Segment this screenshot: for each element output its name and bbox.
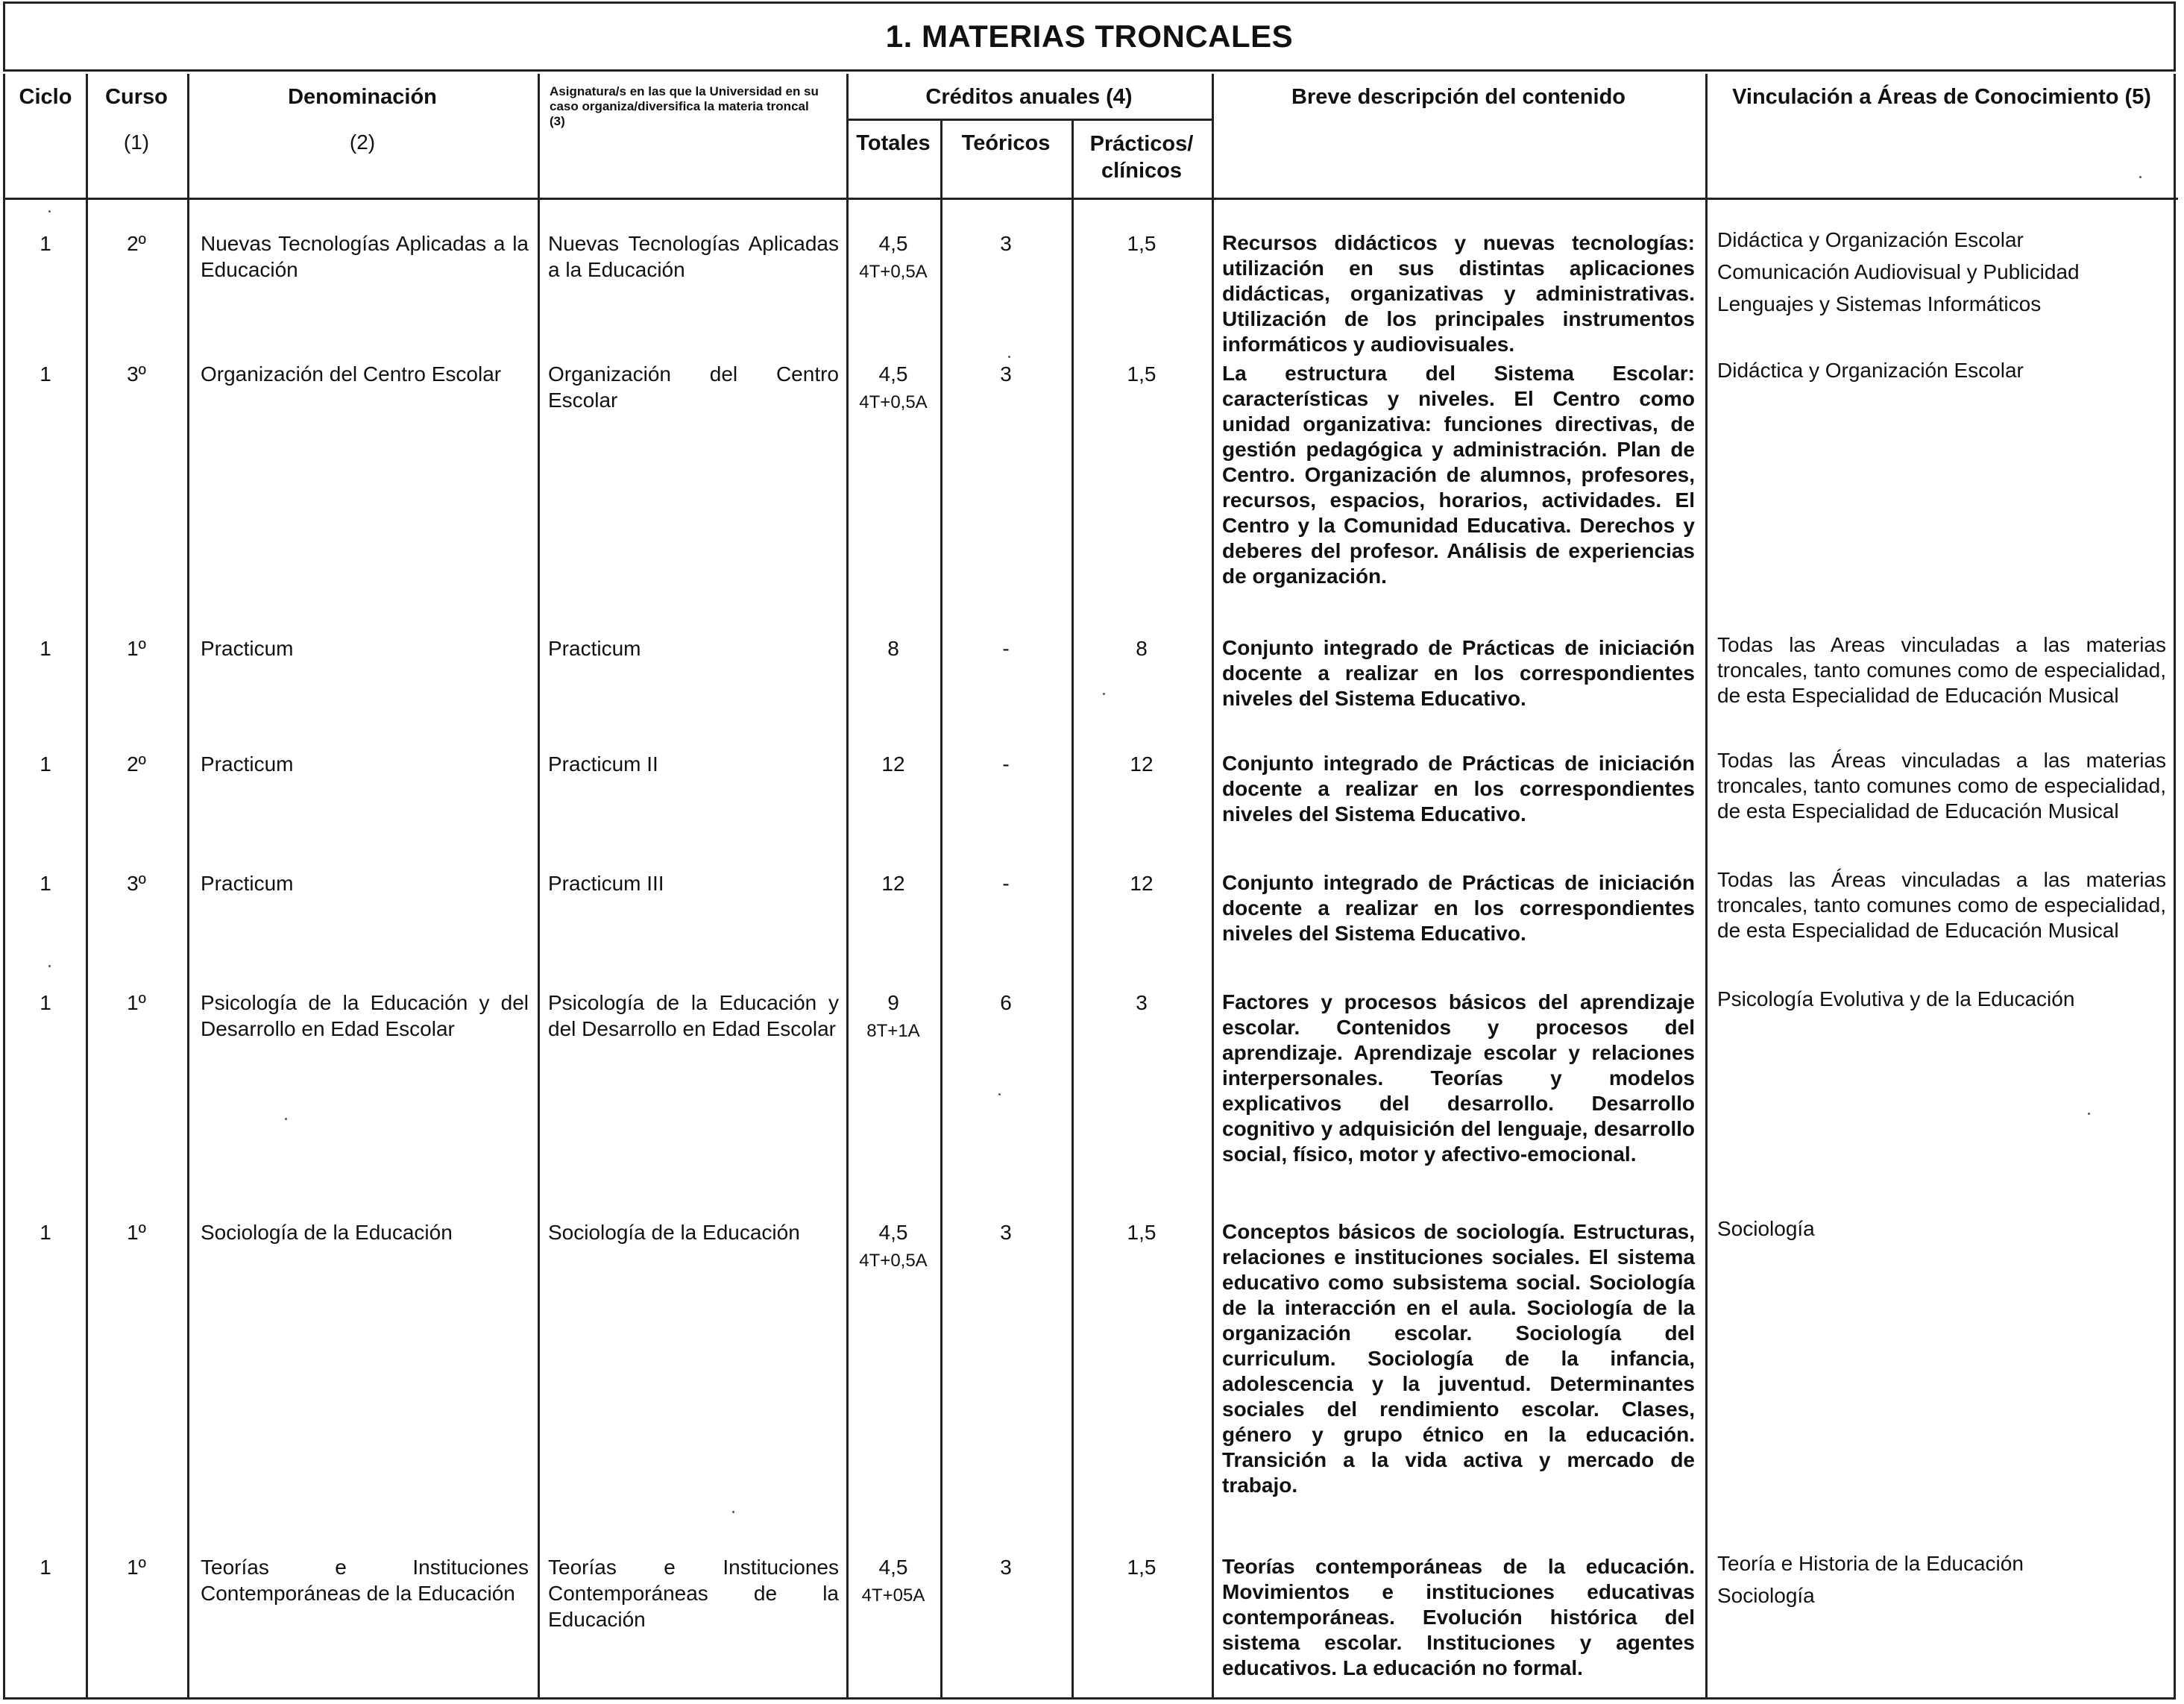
- cell-vinculacion: [1717, 1216, 2166, 1242]
- cell-descripcion: Recursos didácticos y nuevas tecnologías: utilización en sus distintas aplicaciones didácticas, organizativas y administrativas. Utilización de los principales instrumentos informáticos y audiovisuales.: [1222, 231, 1695, 356]
- cell-ciclo: 1: [40, 1221, 51, 1244]
- cell-vinculacion: [1717, 987, 2166, 1012]
- header-ciclo: Ciclo: [19, 85, 72, 109]
- cell-vinculacion: [1717, 358, 2166, 383]
- vinculacion-area: Sociología: [1717, 1217, 1815, 1240]
- cell-totales-detail: 4T+0,5A: [859, 1251, 928, 1271]
- cell-asignatura: Teorías e Instituciones Contemporáneas de la Educación: [548, 1556, 839, 1631]
- cell-descripcion: Teorías contemporáneas de la educación. Movimientos e instituciones educativas contemporáneas. Evolución histórica del sistema escolar. Instituciones y agentes educativos. La educación no formal.: [1222, 1555, 1695, 1679]
- cell-curso: 1º: [127, 1556, 146, 1579]
- cell-totales: 4,5: [878, 232, 908, 255]
- cell-teoricos: -: [1002, 752, 1010, 776]
- cell-practicos: 3: [1136, 991, 1148, 1014]
- cell-totales: 12: [881, 752, 905, 776]
- cell-totales: 4,5: [878, 1221, 908, 1244]
- cell-ciclo: 1: [40, 991, 51, 1014]
- header-denominacion: Denominación: [288, 85, 437, 109]
- header-creditos: Créditos anuales (4): [925, 85, 1133, 109]
- scan-speck: [48, 210, 51, 213]
- cell-asignatura: Sociología de la Educación: [548, 1221, 800, 1244]
- document-sheet: [3, 1, 2180, 1700]
- scan-speck: [48, 965, 51, 967]
- table-title: 1. MATERIAS TRONCALES: [885, 19, 1294, 54]
- column-rule: [187, 74, 189, 1697]
- cell-ciclo: 1: [40, 752, 51, 776]
- cell-curso: 2º: [127, 232, 146, 255]
- cell-curso: 1º: [127, 637, 146, 660]
- cell-denominacion: Nuevas Tecnologías Aplicadas a la Educación: [201, 232, 529, 281]
- cell-ciclo: 1: [40, 232, 51, 255]
- cell-ciclo: 1: [40, 637, 51, 660]
- cell-descripcion: Factores y procesos básicos del aprendizaje escolar. Contenidos y procesos del aprendizaje. Aprendizaje escolar y relaciones interpersonales. Teorías y modelos explicativos del desarrollo. Desarrollo cognitivo y adquisición del lenguaje, desarrollo social, físico, motor y afectivo-emocional.: [1222, 990, 1695, 1166]
- cell-curso: 1º: [127, 991, 146, 1014]
- cell-ciclo: 1: [40, 872, 51, 895]
- cell-totales: 9: [887, 991, 899, 1014]
- cell-asignatura: Psicología de la Educación y del Desarrollo en Edad Escolar: [548, 991, 839, 1040]
- cell-practicos: 12: [1130, 752, 1154, 776]
- cell-vinculacion: [1717, 227, 2166, 324]
- cell-denominacion: Sociología de la Educación: [201, 1221, 453, 1244]
- cell-teoricos: 3: [1000, 1221, 1012, 1244]
- materias-table: [3, 74, 2176, 1700]
- cell-descripcion: Conjunto integrado de Prácticas de iniciación docente a realizar en los correspondientes niveles del Sistema Educativo.: [1222, 871, 1695, 945]
- cell-descripcion: Conceptos básicos de sociología. Estructuras, relaciones e instituciones sociales. El sistema educativo como subsistema social. Sociología de la interacción en el aula. Sociología de la organización escolar. Sociología del curriculum. Sociología de la infancia, adolescencia y la juventud. Determinantes sociales del rendimiento escolar. Clases, género y grupo étnico en la educación. Transición a la vida activa y mercado de trabajo.: [1222, 1220, 1695, 1497]
- cell-teoricos: 3: [1000, 232, 1012, 255]
- cell-descripcion: Conjunto integrado de Prácticas de iniciación docente a realizar en los correspondientes niveles del Sistema Educativo.: [1222, 636, 1695, 710]
- cell-asignatura: Nuevas Tecnologías Aplicadas a la Educación: [548, 232, 839, 281]
- cell-denominacion: Practicum: [201, 752, 294, 776]
- scan-speck: [2139, 176, 2141, 178]
- cell-teoricos: -: [1002, 872, 1010, 895]
- header-rule: [5, 198, 2178, 200]
- cell-curso: 3º: [127, 872, 146, 895]
- cell-practicos: 1,5: [1127, 232, 1156, 255]
- header-vinculacion: Vinculación a Áreas de Conocimiento (5): [1732, 85, 2151, 109]
- vinculacion-area: Todas las Areas vinculadas a las materias troncales, tanto comunes como de especialidad, de esta Especialidad de Educación Musical: [1717, 633, 2166, 707]
- cell-denominacion: Practicum: [201, 637, 294, 660]
- cell-totales-detail: 8T+1A: [866, 1021, 920, 1041]
- cell-descripcion: La estructura del Sistema Escolar: características y niveles. El Centro como unidad organizativa: funciones directivas, de gestión pedagógica y administración. Plan de Centro. Organización de alumnos, profesores, recursos, espacios, horarios, actividades. El Centro y la Comunidad Educativa. Derechos y deberes del profesor. Análisis de experiencias de organización.: [1222, 362, 1695, 588]
- header-curso-note: (1): [123, 131, 150, 154]
- header-practicos: Prácticos/ clínicos: [1089, 132, 1194, 183]
- column-rule: [1705, 74, 1708, 1697]
- vinculacion-area: Sociología: [1717, 1584, 1815, 1607]
- header-teoricos: Teóricos: [961, 131, 1051, 155]
- vinculacion-area: Lenguajes y Sistemas Informáticos: [1717, 292, 2042, 315]
- table-title-bar: [3, 1, 2176, 72]
- cell-asignatura: Practicum III: [548, 872, 664, 895]
- column-rule: [1071, 119, 1074, 1697]
- cell-denominacion: Psicología de la Educación y del Desarrollo en Edad Escolar: [201, 991, 529, 1040]
- cell-asignatura: Organización del Centro Escolar: [548, 362, 839, 412]
- cell-ciclo: 1: [40, 362, 51, 386]
- cell-vinculacion: [1717, 867, 2166, 943]
- cell-totales: 4,5: [878, 1556, 908, 1579]
- vinculacion-area: Didáctica y Organización Escolar: [1717, 359, 2024, 382]
- cell-totales-detail: 4T+05A: [861, 1585, 925, 1606]
- column-rule: [1212, 74, 1214, 1697]
- scan-speck: [2088, 1113, 2090, 1115]
- vinculacion-area: Psicología Evolutiva y de la Educación: [1717, 987, 2075, 1010]
- vinculacion-area: Teoría e Historia de la Educación: [1717, 1552, 2024, 1575]
- header-rule: [846, 119, 1212, 121]
- vinculacion-area: Comunicación Audiovisual y Publicidad: [1717, 260, 2080, 283]
- cell-practicos: 1,5: [1127, 1556, 1156, 1579]
- vinculacion-area: Didáctica y Organización Escolar: [1717, 228, 2024, 251]
- cell-totales-detail: 4T+0,5A: [859, 262, 928, 282]
- cell-practicos: 12: [1130, 872, 1154, 895]
- vinculacion-area: Todas las Áreas vinculadas a las materias troncales, tanto comunes como de especialidad, de esta Especialidad de Educación Musical: [1717, 749, 2166, 823]
- cell-teoricos: 3: [1000, 362, 1012, 386]
- cell-teoricos: -: [1002, 637, 1010, 660]
- cell-totales: 4,5: [878, 362, 908, 386]
- cell-asignatura: Practicum: [548, 637, 641, 660]
- scan-speck: [1008, 356, 1010, 358]
- cell-practicos: 1,5: [1127, 362, 1156, 386]
- vinculacion-area: Todas las Áreas vinculadas a las materias troncales, tanto comunes como de especialidad, de esta Especialidad de Educación Musical: [1717, 868, 2166, 942]
- cell-denominacion: Teorías e Instituciones Contemporáneas de la Educación: [201, 1556, 529, 1605]
- header-denominacion-note: (2): [349, 131, 376, 154]
- header-descripcion: Breve descripción del contenido: [1291, 85, 1626, 109]
- cell-curso: 1º: [127, 1221, 146, 1244]
- scan-speck: [732, 1511, 734, 1513]
- cell-denominacion: Practicum: [201, 872, 294, 895]
- scan-speck: [285, 1118, 287, 1120]
- cell-totales-detail: 4T+0,5A: [859, 392, 928, 412]
- cell-vinculacion: [1717, 632, 2166, 708]
- cell-totales: 8: [887, 637, 899, 660]
- scan-speck: [998, 1093, 1001, 1095]
- cell-curso: 2º: [127, 752, 146, 776]
- cell-curso: 3º: [127, 362, 146, 386]
- column-rule: [940, 119, 942, 1697]
- scan-speck: [1103, 693, 1105, 695]
- cell-vinculacion: [1717, 1551, 2166, 1615]
- cell-denominacion: Organización del Centro Escolar: [201, 362, 502, 386]
- cell-ciclo: 1: [40, 1556, 51, 1579]
- cell-teoricos: 3: [1000, 1556, 1012, 1579]
- cell-asignatura: Practicum II: [548, 752, 658, 776]
- cell-practicos: 1,5: [1127, 1221, 1156, 1244]
- cell-descripcion: Conjunto integrado de Prácticas de iniciación docente a realizar en los correspondientes niveles del Sistema Educativo.: [1222, 752, 1695, 826]
- cell-vinculacion: [1717, 748, 2166, 824]
- cell-teoricos: 6: [1000, 991, 1012, 1014]
- cell-totales: 12: [881, 872, 905, 895]
- header-totales: Totales: [856, 131, 931, 155]
- cell-practicos: 8: [1136, 637, 1148, 660]
- header-asignatura: Asignatura/s en las que la Universidad en su caso organiza/diversifica la materia troncal (3): [550, 84, 819, 128]
- header-curso: Curso: [105, 85, 168, 109]
- column-rule: [538, 74, 540, 1697]
